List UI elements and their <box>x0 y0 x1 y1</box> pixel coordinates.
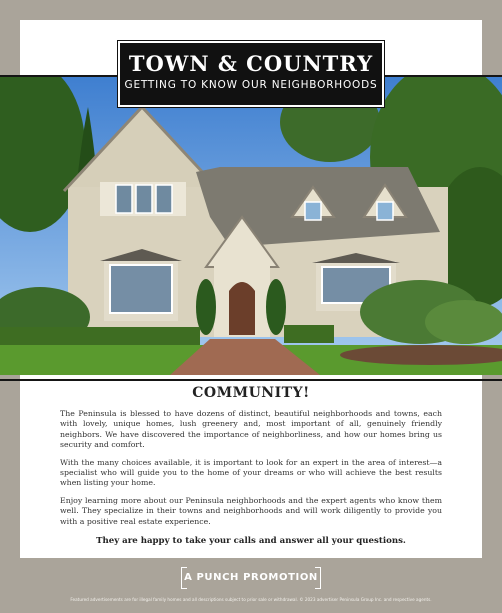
article-heading: COMMUNITY! <box>192 385 310 401</box>
article-body <box>60 385 442 546</box>
house-photo <box>0 75 502 381</box>
article-paragraph: With the many choices available, it is important to look for an expert in the area of interest—a specialist who will guide you to the home of your dreams or who will achieve the best results when listing your home. <box>60 457 442 488</box>
title-banner <box>118 41 384 107</box>
promo-label: A PUNCH PROMOTION <box>181 567 321 589</box>
house-illustration <box>0 77 502 375</box>
article-paragraph: Enjoy learning more about our Peninsula neighborhoods and the expert agents who know them well. They specialize in their towns and neighborhoods and will work diligently to provide you with a positive real estate experience. <box>60 495 442 526</box>
article-closing: They are happy to take your calls and answer all your questions. <box>96 536 406 547</box>
article-paragraph: The Peninsula is blessed to have dozens of distinct, beautiful neighborhoods and towns, each with lovely, unique homes, lush greenery and, most important of all, genuinely friendly neighbors. We have discovered the importance of neighborliness, and how our homes bring us security and comfort. <box>60 409 442 450</box>
fine-print: Featured advertisements are for illegal family homes and all descriptions subject to prior sale or withdrawal. © 2023 advertiser Peninsula Group Inc. and respective agents. <box>70 597 432 602</box>
banner-title: TOWN & COUNTRY <box>128 51 374 76</box>
banner-subtitle: GETTING TO KNOW OUR NEIGHBORHOODS <box>124 79 378 91</box>
